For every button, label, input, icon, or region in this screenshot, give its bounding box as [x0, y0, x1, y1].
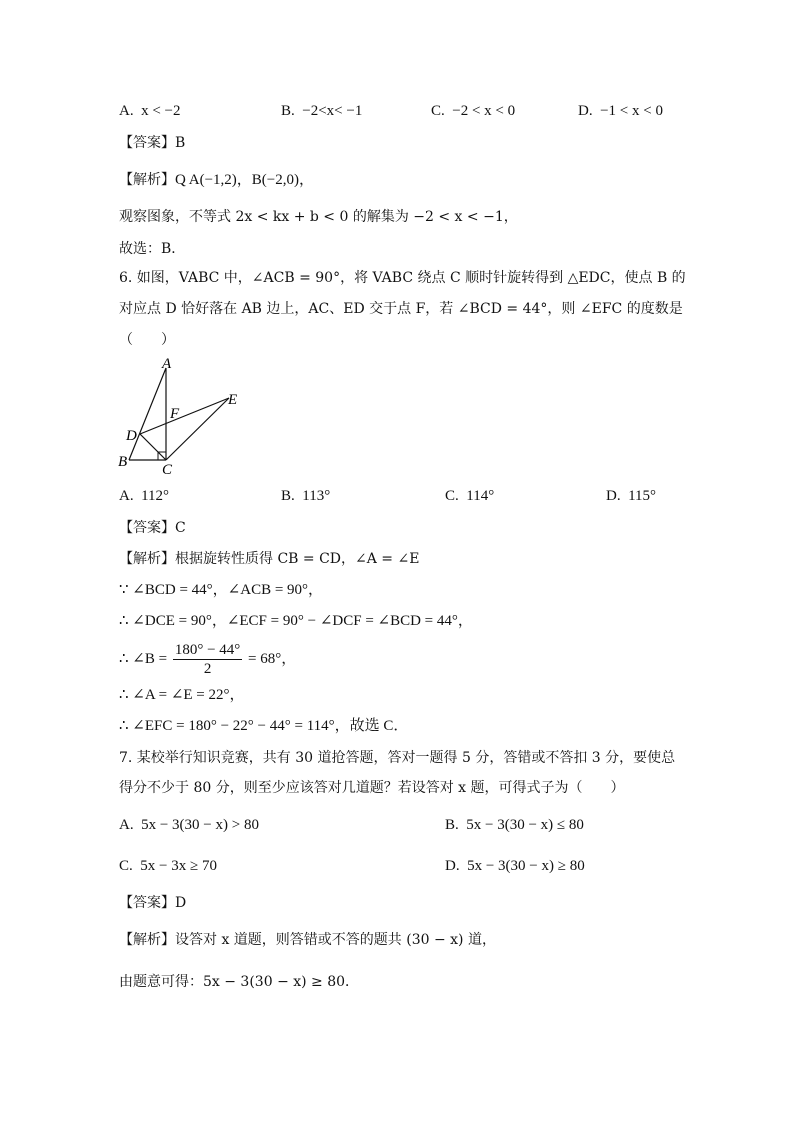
q6-option-a: A. 112°	[119, 488, 170, 504]
q7-stem-line-2: 得分不少于 80 分，则至少应该答对几道题？若设答对 x 题，可得式子为（ ）	[119, 780, 625, 796]
q6-geometry-figure	[112, 354, 262, 479]
q6-analysis-line-1: 【解析】根据旋转性质得 CB = CD，∠A = ∠E	[119, 551, 420, 567]
q5-option-c: C. −2 < x < 0	[431, 103, 516, 119]
q5-analysis-line-1: 【解析】Q A(−1,2)，B(−2,0)，	[119, 172, 314, 188]
analysis-label: 【解析】	[119, 551, 175, 567]
q7-option-c: C. 5x − 3x ≥ 70	[119, 858, 217, 874]
label-f: F	[170, 406, 180, 422]
q5-answer: 【答案】B	[119, 135, 186, 151]
label-d: D	[126, 428, 137, 444]
q6-option-d: D. 115°	[606, 488, 657, 504]
q7-option-a: A. 5x − 3(30 − x) > 80	[119, 817, 259, 833]
segment-dc	[140, 434, 166, 460]
segment-de	[140, 398, 229, 434]
q7-answer: 【答案】D	[119, 895, 187, 911]
q7-analysis-line-2: 由题意可得：5x − 3(30 − x) ≥ 80．	[119, 974, 360, 990]
analysis-label: 【解析】	[119, 932, 175, 948]
label-b: B	[118, 454, 128, 470]
q7-stem-line-1: 7. 某校举行知识竞赛，共有 30 道抢答题，答对一题得 5 分，答错或不答扣 3 分，要使总	[119, 750, 676, 766]
label-c: C	[162, 462, 173, 478]
q5-analysis-line-3: 故选：B．	[119, 241, 186, 257]
q6-analysis-line-2: ∵ ∠BCD = 44°，∠ACB = 90°，	[119, 582, 324, 598]
label-e: E	[228, 392, 238, 408]
q6-analysis-line-6: ∴ ∠EFC = 180° − 22° − 44° = 114°，故选 C．	[119, 718, 409, 734]
q7-option-d: D. 5x − 3(30 − x) ≥ 80	[445, 858, 585, 874]
q6-answer: 【答案】C	[119, 520, 186, 536]
q5-option-b: B. −2<x< −1	[281, 103, 363, 119]
q6-option-c: C. 114°	[445, 488, 495, 504]
q6-stem-line-2: 对应点 D 恰好落在 AB 边上，AC、ED 交于点 F，若 ∠BCD = 44°，则 ∠EFC 的度数是	[119, 301, 683, 317]
q7-option-b: B. 5x − 3(30 − x) ≤ 80	[445, 817, 584, 833]
q6-stem-line-1: 6. 如图，VABC 中，∠ACB = 90°，将 VABC 绕点 C 顺时针旋转得到 △EDC，使点 B 的	[119, 270, 686, 286]
q6-analysis-line-4: ∴ ∠B = $\frac{180^\circ - 44^\circ}{2}$ = 68°，	[119, 642, 297, 678]
q5-analysis-line-2: 观察图象，不等式 2x < kx + b < 0 的解集为 −2 < x < −1，	[119, 209, 518, 225]
segment-ab	[129, 368, 166, 460]
analysis-label: 【解析】	[119, 172, 175, 188]
q5-option-a: A. x < −2	[119, 103, 181, 119]
q6-stem-line-3: （ ）	[119, 332, 175, 348]
q6-analysis-line-5: ∴ ∠A = ∠E = 22°，	[119, 687, 245, 703]
q6-option-b: B. 113°	[281, 488, 331, 504]
q7-analysis-line-1: 【解析】设答对 x 道题，则答错或不答的题共 (30 − x) 道，	[119, 932, 496, 948]
fraction: $\frac{180^\circ - 44^\circ}{2}$	[174, 642, 241, 678]
q5-option-d: D. −1 < x < 0	[578, 103, 663, 119]
q6-analysis-line-3: ∴ ∠DCE = 90°，∠ECF = 90° − ∠DCF = ∠BCD = 44°，	[119, 613, 473, 629]
label-a: A	[162, 356, 172, 372]
